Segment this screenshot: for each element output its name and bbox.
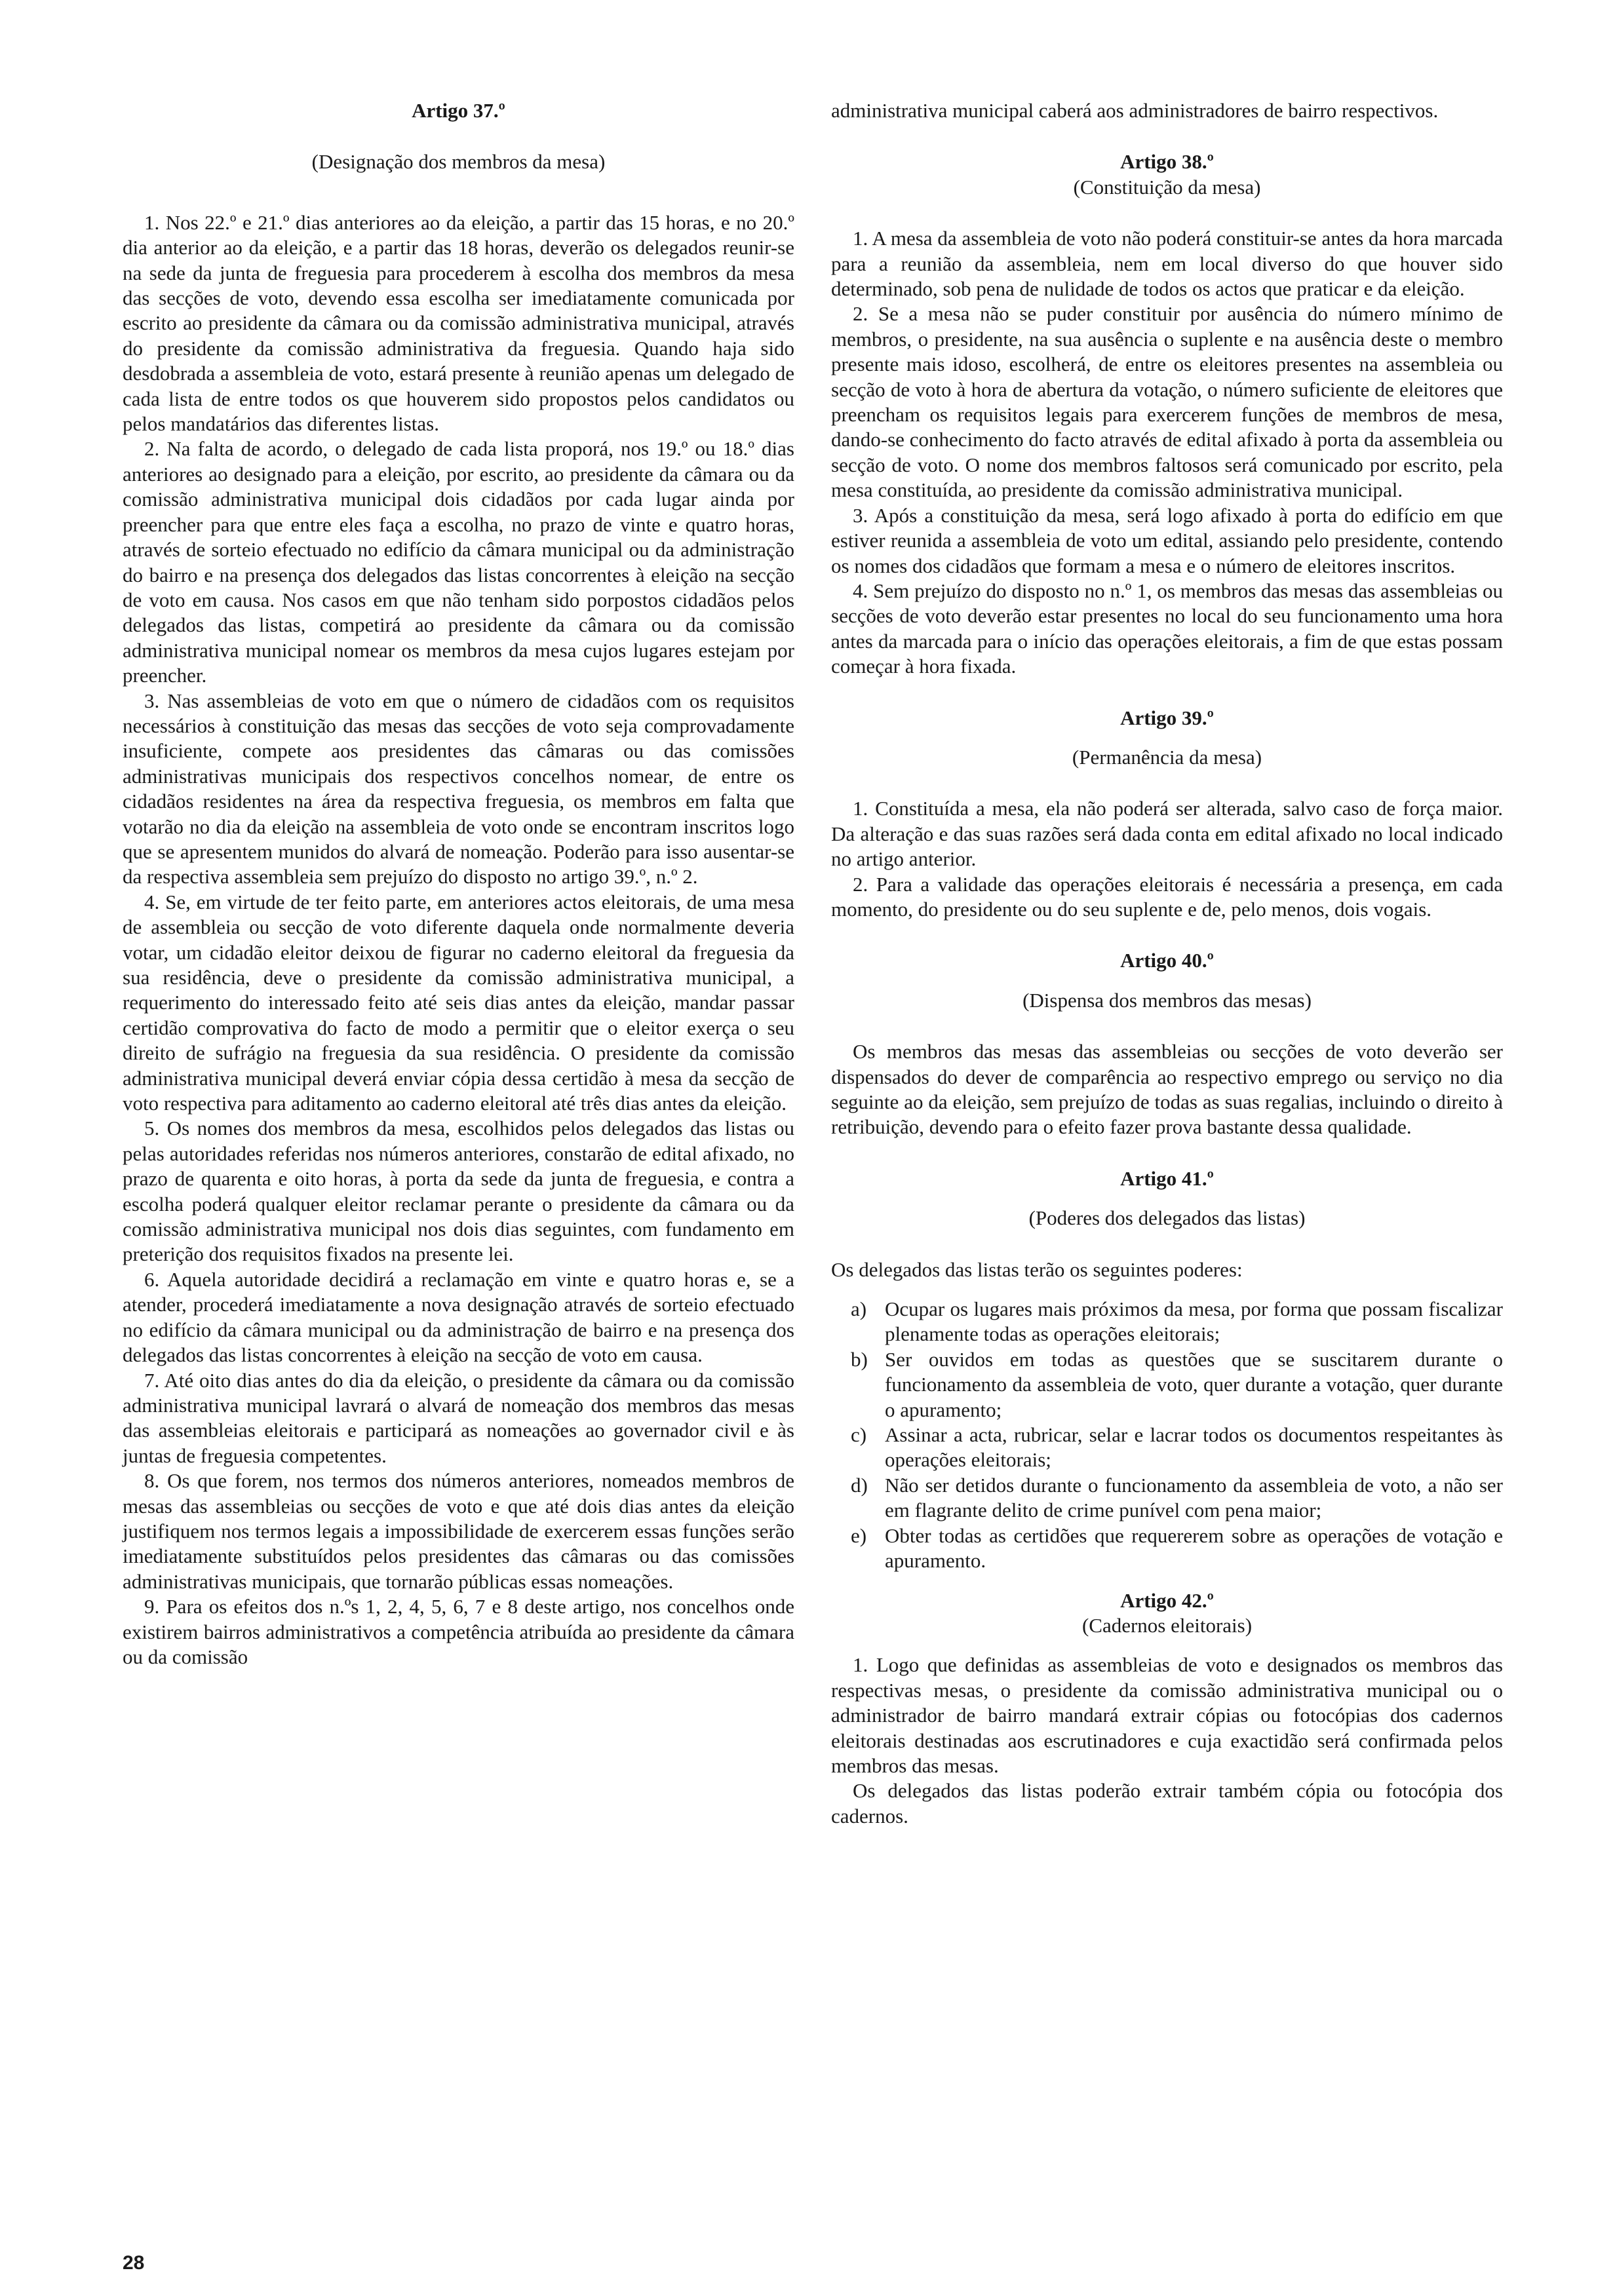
article-41-subtitle: (Poderes dos delegados das listas) — [1028, 1206, 1306, 1230]
list-item-text: Ocupar os lugares mais próximos da mesa, por forma que possam fiscalizar plenamente todas as operações eleitorais; — [885, 1297, 1503, 1346]
article-40-paragraph-1: Os membros das mesas das assembleias ou secções de voto deverão ser dispensados do dever de comparência ao respectivo emprego ou serviço no dia seguinte ao da eleição, sem prejuízo de todas as suas regalias, incluindo o direito à retribuição, devendo para o efeito fazer prova bastante dessa qualidade. — [831, 1040, 1503, 1139]
article-42-subtitle: (Cadernos eleitorais) — [1081, 1613, 1253, 1637]
article-37-paragraph-4: 4. Se, em virtude de ter feito parte, em anteriores actos eleitorais, de uma mesa de assembleia ou secção de voto diferente daquela onde normalmente deveria votar, um cidadão eleitor deixou de figurar no caderno eleitoral da freguesia da sua residência, deve o presidente da comissão administrativa municipal, a requerimento do interessado feito até seis dias antes da eleição, mandar passar certidão comprovativa do facto de modo a permitir que o eleitor exerça o seu direito de sufrágio na freguesia da sua residência. O presidente da comissão administrativa municipal deverá enviar cópia dessa certidão à mesa da secção de voto respectiva para aditamento ao caderno eleitoral até três dias antes da eleição. — [123, 890, 794, 1115]
list-item-text: Assinar a acta, rubricar, selar e lacrar todos os documentos respeitantes às operações eleitorais; — [885, 1423, 1503, 1472]
list-item — [831, 1297, 1503, 1347]
list-item-text: Não ser detidos durante o funcionamento da assembleia de voto, a não ser em flagrante delito de crime punível com pena maior; — [885, 1473, 1503, 1522]
article-37-paragraph-1: 1. Nos 22.º e 21.º dias anteriores ao da eleição, a partir das 15 horas, e no 20.º dia anterior ao da eleição, e a partir das 18 horas, deverão os delegados reunir-se na sede da junta de freguesia para procederem à escolha dos membros da mesa das secções de voto, devendo essa escolha ser imediatamente comunicada por escrito ao presidente da câmara ou da comissão administrativa municipal, através do presidente da comissão administrativa da freguesia. Quando haja sido desdobrada a assembleia de voto, estará presente à reunião apenas um delegado de cada lista de entre todos os que houverem sido propostos pelos candidatos ou pelos mandatários das diferentes listas. — [123, 210, 794, 436]
article-37-paragraph-7: 7. Até oito dias antes do dia da eleição, o presidente da câmara ou da comissão administrativa municipal lavrará o alvará de nomeação dos membros das mesas das assembleias eleitorais e participará as nomeações ao governador civil e às juntas de freguesia competentes. — [123, 1368, 794, 1467]
article-40-title: Artigo 40.º — [1120, 949, 1214, 972]
article-37-paragraph-8: 8. Os que forem, nos termos dos números anteriores, nomeados membros de mesas das assembleias ou secções de voto e que até dois dias antes da eleição justifiquem nos termos legais a impossibilidade de exercerem essas funções serão imediatamente substituídos pelos presidentes das câmaras ou das comissões administrativas municipais, que tornarão públicas essas nomeações. — [123, 1469, 794, 1593]
article-39-paragraph-2: 2. Para a validade das operações eleitorais é necessária a presença, em cada momento, do presidente ou do seu suplente e de, pelo menos, dois vogais. — [831, 872, 1503, 921]
article-37-subtitle: (Designação dos membros da mesa) — [311, 150, 606, 174]
article-38-subtitle: (Constituição da mesa) — [1073, 175, 1261, 199]
article-38-title: Artigo 38.º — [1120, 150, 1214, 174]
article-42-title: Artigo 42.º — [1120, 1588, 1214, 1612]
article-39-paragraph-1: 1. Constituída a mesa, ela não poderá ser alterada, salvo caso de força maior. Da alteração e das suas razões será dada conta em edital afixado no local indicado no artigo anterior. — [831, 797, 1503, 871]
left-column — [123, 98, 794, 1670]
article-38-paragraph-3: 3. Após a constituição da mesa, será logo afixado à porta do edifício em que estiver reunida a assembleia de voto um edital, assiando pelo presidente, contendo os nomes dos cidadãos que formam a mesa e o número de eleitores inscritos. — [831, 503, 1503, 577]
list-item-label: d) — [851, 1473, 868, 1497]
article-41-intro: Os delegados das listas terão os seguintes poderes: — [831, 1257, 1243, 1281]
article-39-subtitle: (Permanência da mesa) — [1072, 745, 1262, 769]
list-item — [831, 1523, 1503, 1574]
article-38-paragraph-1: 1. A mesa da assembleia de voto não poderá constituir-se antes da hora marcada para a reunião da assembleia, nem em local diverso do que houver sido determinado, sob pena de nulidade de todos os actos que praticar e da eleição. — [831, 227, 1503, 301]
list-item-label: e) — [851, 1523, 867, 1547]
article-40-subtitle: (Dispensa dos membros das mesas) — [1022, 988, 1312, 1012]
list-item — [831, 1347, 1503, 1423]
article-37-paragraph-6: 6. Aquela autoridade decidirá a reclamação em vinte e quatro horas e, se a atender, procederá imediatamente a nova designação através de sorteio efectuado no edifício da câmara municipal ou da administração de bairro e na presença dos delegados das listas concorrentes à eleição na secção de voto em causa. — [123, 1267, 794, 1367]
list-item-label: a) — [851, 1297, 867, 1321]
article-37-paragraph-3: 3. Nas assembleias de voto em que o número de cidadãos com os requisitos necessários à constituição das mesas das secções de voto seja comprovadamente insuficiente, compete aos presidentes das câmaras ou das comissões administrativas municipais dos respectivos concelhos nomear, de entre os cidadãos residentes na área da respectiva freguesia, os membros em falta que votarão no dia da eleição na assembleia de voto onde se encontram inscritos logo que se apresentem munidos do alvará de nomeação. Poderão para isso ausentar-se da respectiva assembleia sem prejuízo do disposto no artigo 39.º, n.º 2. — [123, 689, 794, 889]
list-item-label: b) — [851, 1347, 868, 1371]
article-42-paragraph-2: Os delegados das listas poderão extrair também cópia ou fotocópia dos cadernos. — [831, 1779, 1503, 1827]
list-item — [831, 1423, 1503, 1473]
page-number: 28 — [123, 2252, 145, 2274]
article-41-title: Artigo 41.º — [1120, 1166, 1214, 1190]
list-item-label: c) — [851, 1423, 867, 1447]
article-38-paragraph-2: 2. Se a mesa não se puder constituir por ausência do número mínimo de membros, o presidente, na sua ausência o suplente e na ausência deste o membro presente mais idoso, escolherá, de entre os eleitores presentes na assembleia ou secção de voto à hora de abertura da votação, o número suficiente de eleitores que preencham os requisitos legais para exercerem funções de membros de mesa, dando-se conhecimento do facto através de edital afixado à porta da assembleia ou secção de voto. O nome dos membros faltosos será comunicado por escrito, pela mesa constituída, ao presidente da comissão administrativa municipal. — [831, 302, 1503, 502]
list-item-text: Ser ouvidos em todas as questões que se suscitarem durante o funcionamento da assembleia de voto, quer durante a votação, quer durante o apuramento; — [885, 1347, 1503, 1421]
article-37-continuation: administrativa municipal caberá aos administradores de bairro respectivos. — [831, 99, 1439, 122]
list-item — [831, 1473, 1503, 1523]
article-37-paragraph-5: 5. Os nomes dos membros da mesa, escolhidos pelos delegados das listas ou pelas autoridades referidas nos números anteriores, constarão de edital afixado, no prazo de quarenta e oito horas, à porta da sede da junta de freguesia, e contra a escolha poderá qualquer eleitor reclamar perante o presidente da câmara ou da comissão administrativa municipal nos dois dias seguintes, com fundamento em preterição dos requisitos fixados na presente lei. — [123, 1117, 794, 1266]
right-column — [831, 98, 1503, 1829]
article-37-paragraph-2: 2. Na falta de acordo, o delegado de cada lista proporá, nos 19.º ou 18.º dias anteriores ao designado para a eleição, por escrito, ao presidente da câmara ou da comissão administrativa municipal dois cidadãos por cada lugar ainda por preencher para que entre eles faça a escolha, no prazo de vinte e quatro horas, através de sorteio efectuado no edifício da câmara municipal ou da administração do bairro e na presença dos delegados das listas concorrentes à eleição na secção de voto em causa. Nos casos em que não tenham sido porpostos cidadãos pelos delegados das listas, competirá ao presidente da câmara ou da comissão administrativa municipal nomear os membros da mesa cujos lugares estejam por preencher. — [123, 437, 794, 687]
article-39-title: Artigo 39.º — [1120, 706, 1214, 729]
list-item-text: Obter todas as certidões que requererem sobre as operações de votação e apuramento. — [885, 1523, 1503, 1573]
article-42-paragraph-1: 1. Logo que definidas as assembleias de voto e designados os membros das respectivas mesas, o presidente da comissão administrativa municipal ou o administrador de bairro mandará extrair cópias ou fotocópias dos cadernos eleitorais destinadas aos escrutinadores e cuja exactidão será confirmada pelos membros das mesas. — [831, 1653, 1503, 1777]
article-38-paragraph-4: 4. Sem prejuízo do disposto no n.º 1, os membros das mesas das assembleias ou secções de voto deverão estar presentes no local do seu funcionamento uma hora antes da marcada para o início das operações eleitorais, a fim de que estas possam começar à hora fixada. — [831, 579, 1503, 678]
article-37-title: Artigo 37.º — [412, 99, 505, 122]
article-37-paragraph-9: 9. Para os efeitos dos n.ºs 1, 2, 4, 5, 6, 7 e 8 deste artigo, nos concelhos onde existirem bairros administrativos a competência atribuída ao presidente da câmara ou da comissão — [123, 1595, 794, 1668]
